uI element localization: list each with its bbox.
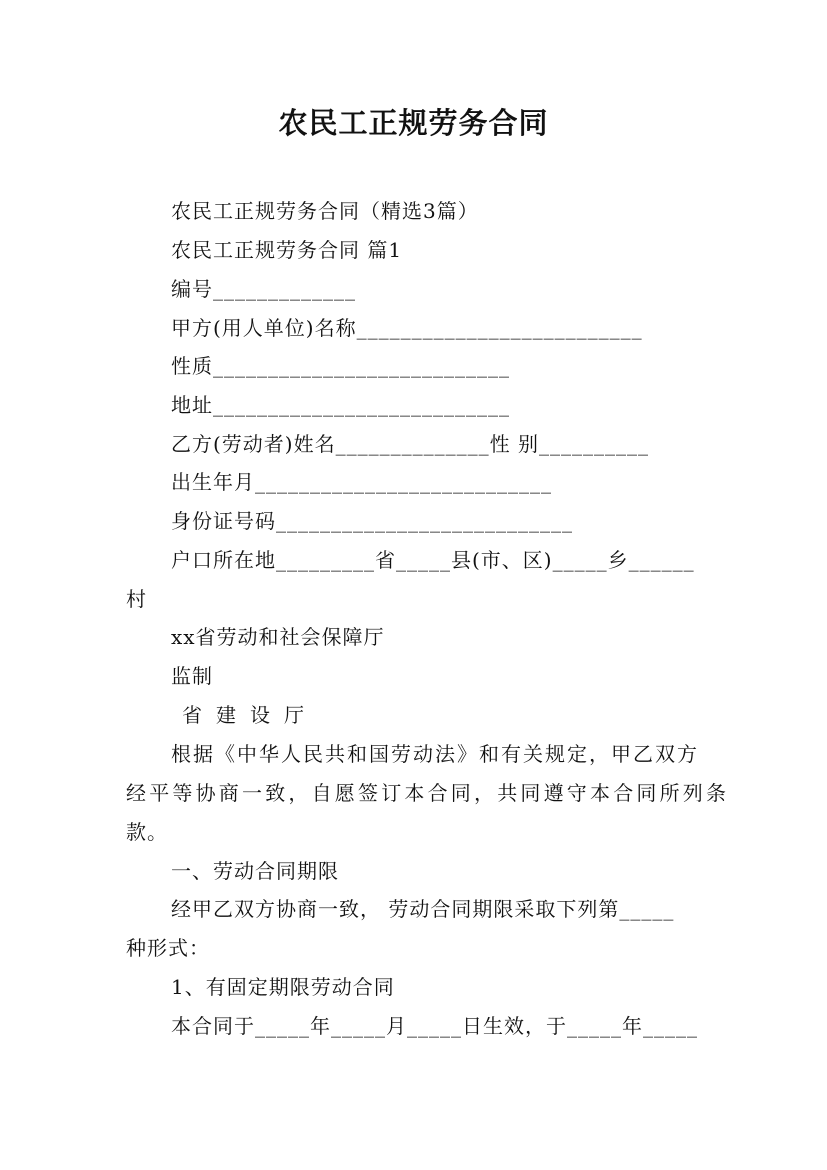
doc-line-issuer: xx省劳动和社会保障厅 <box>171 625 385 649</box>
doc-line-part-heading: 农民工正规劳务合同 篇1 <box>171 238 403 262</box>
doc-section-heading-term: 一、劳动合同期限 <box>171 859 339 883</box>
doc-line-construction-dept: 省建设厅 <box>182 703 318 727</box>
doc-paragraph-intro-3: 款。 <box>126 820 168 844</box>
doc-paragraph-term-2: 种形式： <box>126 936 210 960</box>
doc-line-subtitle: 农民工正规劳务合同（精选3篇） <box>171 199 479 223</box>
doc-line-residence-village: 村 <box>126 587 147 611</box>
doc-line-number-field: 编号_____________ <box>171 277 356 301</box>
doc-line-id-number-field: 身份证号码___________________________ <box>171 509 573 533</box>
doc-line-supervised: 监制 <box>171 664 213 688</box>
doc-line-address-field: 地址___________________________ <box>171 393 510 417</box>
doc-paragraph-intro-1: 根据《中华人民共和国劳动法》和有关规定，甲乙双方 <box>171 742 699 766</box>
doc-paragraph-effective-date: 本合同于_____年_____月_____日生效，于_____年_____ <box>171 1014 698 1038</box>
doc-line-nature-field: 性质___________________________ <box>171 354 510 378</box>
doc-paragraph-term-1: 经甲乙双方协商一致， 劳动合同期限采取下列第_____ <box>171 897 675 921</box>
doc-item-fixed-term: 1、有固定期限劳动合同 <box>171 975 395 999</box>
doc-line-residence-field: 户口所在地_________省_____县(市、区)_____乡______ <box>171 548 695 572</box>
doc-line-worker-name-field: 乙方(劳动者)姓名______________性 别__________ <box>171 432 649 456</box>
doc-paragraph-intro-2: 经平等协商一致，自愿签订本合同，共同遵守本合同所列条 <box>126 781 730 805</box>
document-title: 农民工正规劳务合同 <box>278 106 549 140</box>
doc-line-employer-name-field: 甲方(用人单位)名称__________________________ <box>171 316 643 340</box>
doc-line-birth-field: 出生年月___________________________ <box>171 470 552 494</box>
